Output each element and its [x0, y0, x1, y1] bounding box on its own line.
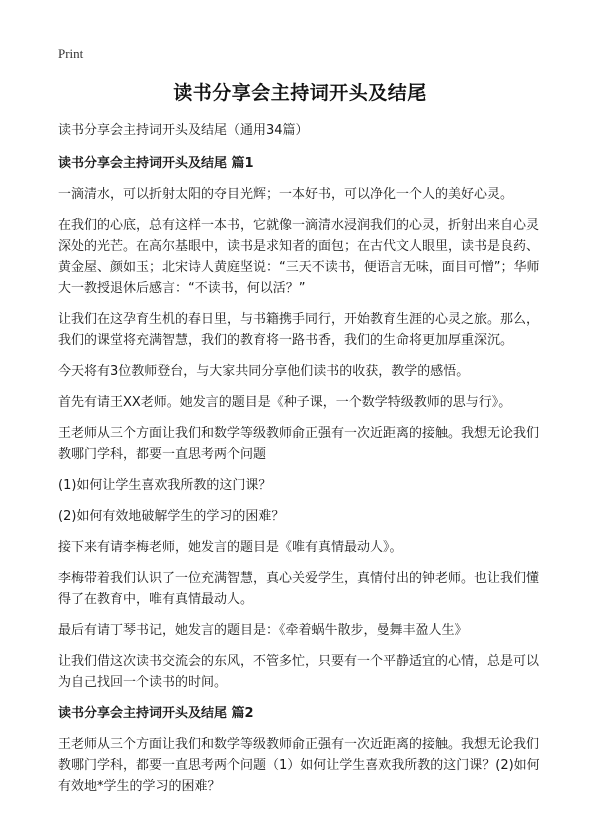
paragraph: 让我们在这孕育生机的春日里，与书籍携手同行，开始教育生涯的心灵之旅。那么，我们的课堂将充满智慧，我们的教育将一路书香，我们的生命将更加厚重深沉。 — [58, 312, 540, 348]
page-title: 读书分享会主持词开头及结尾 — [173, 82, 427, 104]
paragraph: 王老师从三个方面让我们和数学等级教师俞正强有一次近距离的接触。我想无论我们教哪门学科，都要一直思考两个问题 — [58, 426, 540, 462]
paragraph: 首先有请王XX老师。她发言的题目是《种子课，一个数学特级教师的思与行》。 — [58, 395, 512, 410]
paragraph: 今天将有3位教师登台，与大家共同分享他们读书的收获，教学的感悟。 — [58, 364, 470, 379]
section-heading-1: 读书分享会主持词开头及结尾 篇1 — [58, 156, 254, 171]
article-subtitle: 读书分享会主持词开头及结尾（通用34篇） — [58, 123, 309, 138]
paragraph: (2)如何有效地破解学生的学习的困难？ — [58, 509, 285, 524]
section-heading-2: 读书分享会主持词开头及结尾 篇2 — [58, 706, 254, 721]
article-body — [58, 120, 550, 807]
paragraph: (1)如何让学生喜欢我所教的这门课？ — [58, 478, 272, 493]
paragraph: 王老师从三个方面让我们和数学等级教师俞正强有一次近距离的接触。我想无论我们教哪门学科，都要一直思考两个问题（1）如何让学生喜欢我所教的这门课？(2)如何有效地*学生的学习的困难？ — [58, 737, 540, 794]
paragraph: 让我们借这次读书交流会的东风，不管多忙，只要有一个平静适宜的心情，总是可以为自己找回一个读书的时间。 — [58, 654, 540, 690]
paragraph: 接下来有请李梅老师，她发言的题目是《唯有真情最动人》。 — [58, 540, 403, 555]
paragraph: 李梅带着我们认识了一位充满智慧，真心关爱学生，真情付出的钟老师。也让我们懂得了在教育中，唯有真情最动人。 — [58, 571, 540, 607]
paragraph: 最后有请丁琴书记，她发言的题目是：《牵着蜗牛散步，曼舞丰盈人生》 — [58, 623, 468, 638]
paragraph: 在我们的心底，总有这样一本书，它就像一滴清水浸润我们的心灵，折射出来自心灵深处的光芒。在高尔基眼中，读书是求知者的面包；在古代文人眼里，读书是良药、黄金屋、颜如玉；北宋诗人黄庭坚说：“三天不读书，便语言无味，面目可憎”；华师大一教授退休后感言：“不读书，何以活？” — [58, 218, 540, 296]
print-link[interactable]: Print — [58, 46, 84, 61]
paragraph: 一滴清水，可以折射太阳的夺目光辉；一本好书，可以净化一个人的美好心灵。 — [58, 187, 514, 202]
